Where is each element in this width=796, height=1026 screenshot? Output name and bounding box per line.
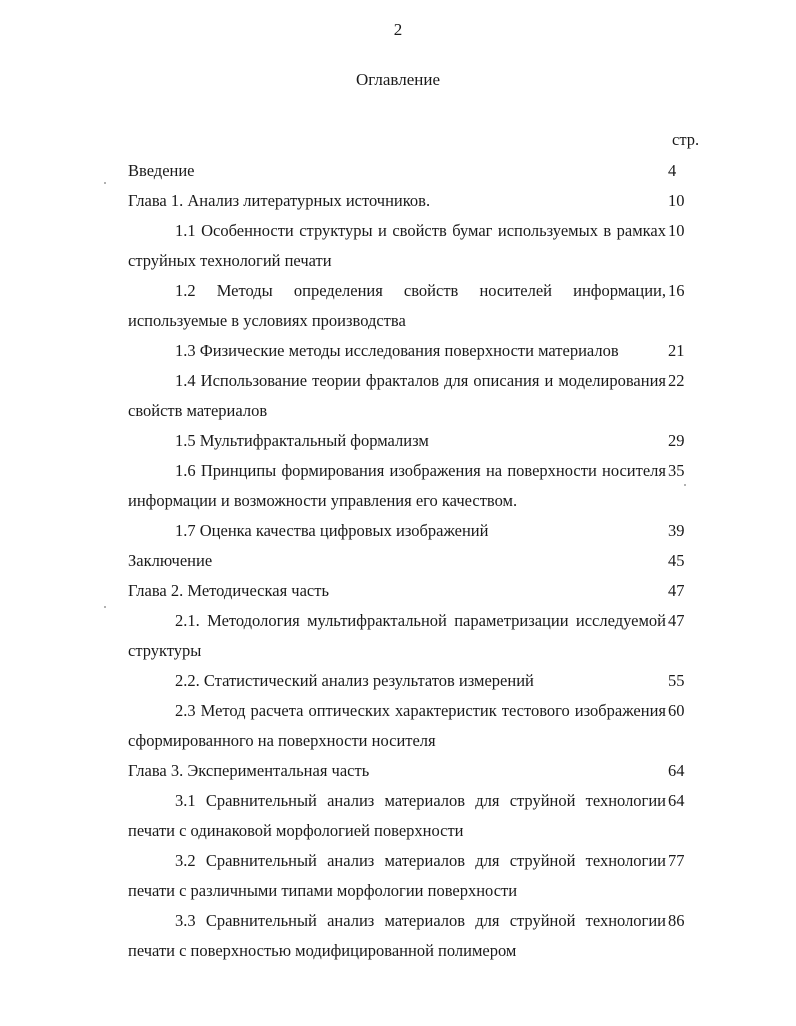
toc-entry-title: 1.3 Физические методы исследования поверхности материалов (175, 341, 619, 360)
toc-entry-title: 2.1. Методология мультифрактальной параметризации исследуемой структуры (128, 611, 666, 660)
toc-entry-page: 29 (668, 431, 685, 450)
toc-entry-title: 3.1 Сравнительный анализ материалов для струйной технологии печати с одинаковой морфологией поверхности (128, 791, 666, 840)
table-of-contents (128, 156, 700, 966)
toc-entry-page: 64 (668, 761, 685, 780)
toc-entry-page: 77 (668, 851, 685, 870)
toc-entry (128, 366, 700, 426)
toc-entry-page: 16 (668, 281, 685, 300)
toc-entry-title: 1.1 Особенности структуры и свойств бумаг используемых в рамках струйных технологий печати (128, 221, 666, 270)
toc-entry (128, 516, 700, 546)
toc-entry-page: 10 (668, 221, 685, 240)
toc-entry (128, 186, 700, 216)
toc-entry (128, 426, 700, 456)
toc-entry-title: 3.2 Сравнительный анализ материалов для струйной технологии печати с различными типами морфологии поверхности (128, 851, 666, 900)
toc-entry-title: 2.3 Метод расчета оптических характеристик тестового изображения сформированного на поверхности носителя (128, 701, 666, 750)
toc-entry-page: 21 (668, 341, 685, 360)
toc-entry-title: Введение (128, 161, 195, 180)
toc-entry-title: 1.2 Методы определения свойств носителей информации, используемые в условиях производства (128, 281, 666, 330)
toc-entry-page: 47 (668, 581, 685, 600)
toc-entry (128, 696, 700, 756)
scan-speck (684, 484, 686, 486)
toc-entry (128, 456, 700, 516)
toc-entry (128, 786, 700, 846)
toc-entry (128, 606, 700, 666)
toc-entry-page: 86 (668, 911, 685, 930)
toc-entry-title: Глава 3. Экспериментальная часть (128, 761, 370, 780)
toc-entry (128, 576, 700, 606)
toc-entry (128, 336, 700, 366)
toc-entry-page: 10 (668, 191, 685, 210)
toc-entry-page: 60 (668, 701, 685, 720)
toc-entry-title: 1.7 Оценка качества цифровых изображений (175, 521, 489, 540)
toc-entry-page: 4 (668, 161, 677, 180)
toc-entry (128, 546, 700, 576)
toc-entry-title: 1.4 Использование теории фракталов для описания и моделирования свойств материалов (128, 371, 666, 420)
toc-entry-page: 35 (668, 461, 685, 480)
toc-entry-page: 22 (668, 371, 685, 390)
scan-speck (104, 182, 106, 184)
toc-entry-page: 55 (668, 671, 685, 690)
toc-entry (128, 906, 700, 966)
toc-entry (128, 846, 700, 906)
toc-entry-title: 1.6 Принципы формирования изображения на поверхности носителя информации и возможности управления его качеством. (128, 461, 666, 510)
toc-entry-title: 3.3 Сравнительный анализ материалов для струйной технологии печати с поверхностью модифицированной полимером (128, 911, 666, 960)
toc-entry (128, 756, 700, 786)
page-title: Оглавление (356, 70, 440, 89)
toc-entry-title: Заключение (128, 551, 213, 570)
page-column-label: стр. (672, 130, 700, 149)
toc-entry-page: 47 (668, 611, 685, 630)
toc-entry-page: 39 (668, 521, 685, 540)
toc-entry (128, 276, 700, 336)
page-number: 2 (393, 20, 403, 39)
toc-entry-title: 1.5 Мультифрактальный формализм (175, 431, 429, 450)
toc-entry-page: 45 (668, 551, 685, 570)
toc-entry-title: Глава 1. Анализ литературных источников. (128, 191, 431, 210)
toc-entry (128, 156, 700, 186)
toc-entry-title: Глава 2. Методическая часть (128, 581, 329, 600)
toc-entry (128, 216, 700, 276)
toc-entry (128, 666, 700, 696)
scan-speck (104, 606, 106, 608)
toc-entry-title: 2.2. Статистический анализ результатов измерений (175, 671, 534, 690)
toc-entry-page: 64 (668, 791, 685, 810)
